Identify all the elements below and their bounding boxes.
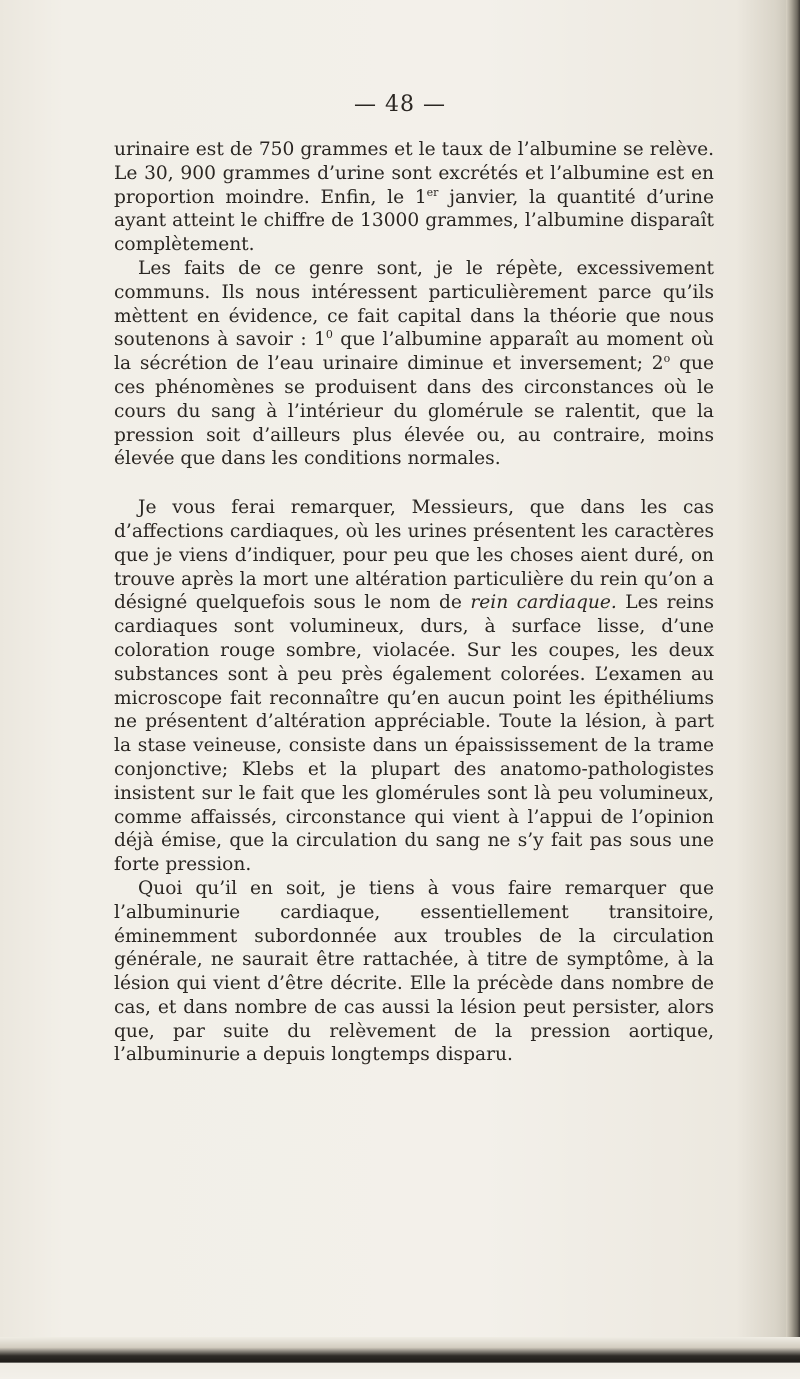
- paragraph-4: [114, 877, 714, 1067]
- superscript-1: 0: [325, 328, 333, 342]
- paragraph-4-text: Quoi qu’il en soit, je tiens à vous faire remarquer que l’albuminurie cardiaque, essentiellement transitoire, éminemment subordonnée aux troubles de la circulation générale, ne saurait être rattachée, à titre de symptôme, à la lésion qui vient d’être décrite. Elle la précède dans nombre de cas, et dans nombre de cas aussi la lésion peut persister, alors que, par suite du relèvement de la pression aortique, l’albuminurie a depuis longtemps disparu.: [114, 877, 714, 1066]
- paragraph-2-part-b: que l’albumine apparaît au moment où la sécrétion de l’eau urinaire diminue et inversement; 2: [114, 329, 714, 375]
- paragraph-2-part-c: que ces phénomènes se produisent dans des circonstances où le cours du sang à l’intérieur du glomérule se ralentit, que la pression soit d’ailleurs plus élevée ou, au contraire, moins élevée que dans les conditions normales.: [114, 353, 714, 470]
- page-number: — 48 —: [354, 92, 446, 117]
- page-edge-shadow: [786, 0, 800, 1379]
- superscript-er: er: [426, 185, 439, 199]
- paragraph-spacer: [114, 471, 714, 496]
- paragraph-1: [114, 138, 714, 257]
- paragraph-1-tail: janvier, la quantité d’urine ayant atteint le chiffre de 13000 grammes, l’albumine disparaît complètement.: [114, 186, 714, 256]
- page-bottom-edge: [0, 1337, 800, 1379]
- paragraph-3-part-a: Je vous ferai remarquer, Messieurs, que dans les cas d’affections cardiaques, où les urines présentent les caractères que je viens d’indiquer, pour peu que les choses aient duré, on trouve après la mort une altération particulière du rein qu’on a désigné quelquefois sous le nom de: [114, 497, 714, 614]
- paragraph-2-part-a: Les faits de ce genre sont, je le répète, excessivement communs. Ils nous intéressent particulièrement parce qu’ils mèttent en évidence, ce fait capital dans la théorie que nous soutenons à savoir : 1: [114, 257, 714, 351]
- paragraph-3-part-b: Les reins cardiaques sont volumineux, durs, à surface lisse, d’une coloration rouge sombre, violacée. Sur les coupes, les deux substances sont à peu près également colorées. L’examen au microscope fait reconnaître qu’en aucun point les épithéliums ne présentent d’altération appréciable. Toute la lésion, à part la stase veineuse, consiste dans un épaississement de la trame conjonctive; Klebs et la plupart des anatomo-pathologistes insistent sur le fait que les glomérules sont là peu volumineux, comme affaissés, circonstance qui vient à l’appui de l’opinion déjà émise, que la circulation du sang ne s’y fait pas sous une forte pression.: [114, 592, 714, 876]
- italic-term: rein cardiaque.: [470, 592, 617, 614]
- body-text: [114, 138, 714, 1067]
- paragraph-2: [114, 257, 714, 471]
- superscript-2: o: [663, 351, 671, 365]
- paragraph-3: [114, 496, 714, 877]
- paragraph-1-text: urinaire est de 750 grammes et le taux de l’albumine se relève. Le 30, 900 grammes d’urine sont excrétés et l’albumine est en proportion moindre. Enfin, le 1: [114, 139, 714, 208]
